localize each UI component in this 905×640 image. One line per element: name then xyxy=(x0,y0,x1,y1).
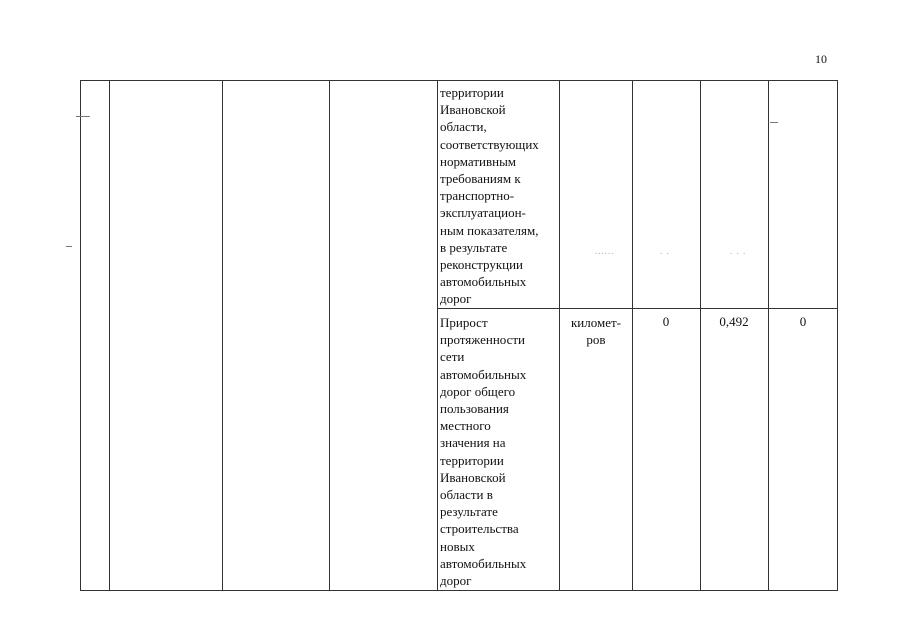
column-border xyxy=(632,80,633,591)
scan-mark: . . . xyxy=(730,246,747,256)
column-border xyxy=(559,80,560,591)
column-border xyxy=(329,80,330,591)
value-cell: 0 xyxy=(799,314,807,329)
indicator-cell: территории Ивановской области, соответствующих нормативным требованиям к транспортно- эксплуатацион- ным показателям, в результате реконструкции автомобильных дорог xyxy=(440,85,539,307)
column-border xyxy=(700,80,701,591)
scan-mark: ...... xyxy=(595,246,615,256)
value-cell: 0 xyxy=(662,314,670,329)
scan-mark xyxy=(770,122,778,123)
page-number: 10 xyxy=(815,52,827,66)
column-border xyxy=(837,80,838,591)
column-border xyxy=(222,80,223,591)
indicator-cell: Прирост протяженности сети автомобильных дорог общего пользования местного значения на территории Ивановской области в результате строительства новых автомобильных дорог xyxy=(440,315,527,589)
scan-mark xyxy=(66,246,72,247)
table-top-border xyxy=(80,80,838,81)
scan-mark: . . xyxy=(660,246,670,256)
column-border xyxy=(80,80,81,591)
table-bottom-border xyxy=(80,590,838,591)
value-cell: 0,492 xyxy=(719,314,749,329)
unit-cell: километ- ров xyxy=(570,315,622,348)
scan-mark xyxy=(76,116,90,117)
row-separator xyxy=(437,308,838,309)
column-border xyxy=(109,80,110,591)
column-border xyxy=(437,80,438,591)
column-border xyxy=(768,80,769,591)
